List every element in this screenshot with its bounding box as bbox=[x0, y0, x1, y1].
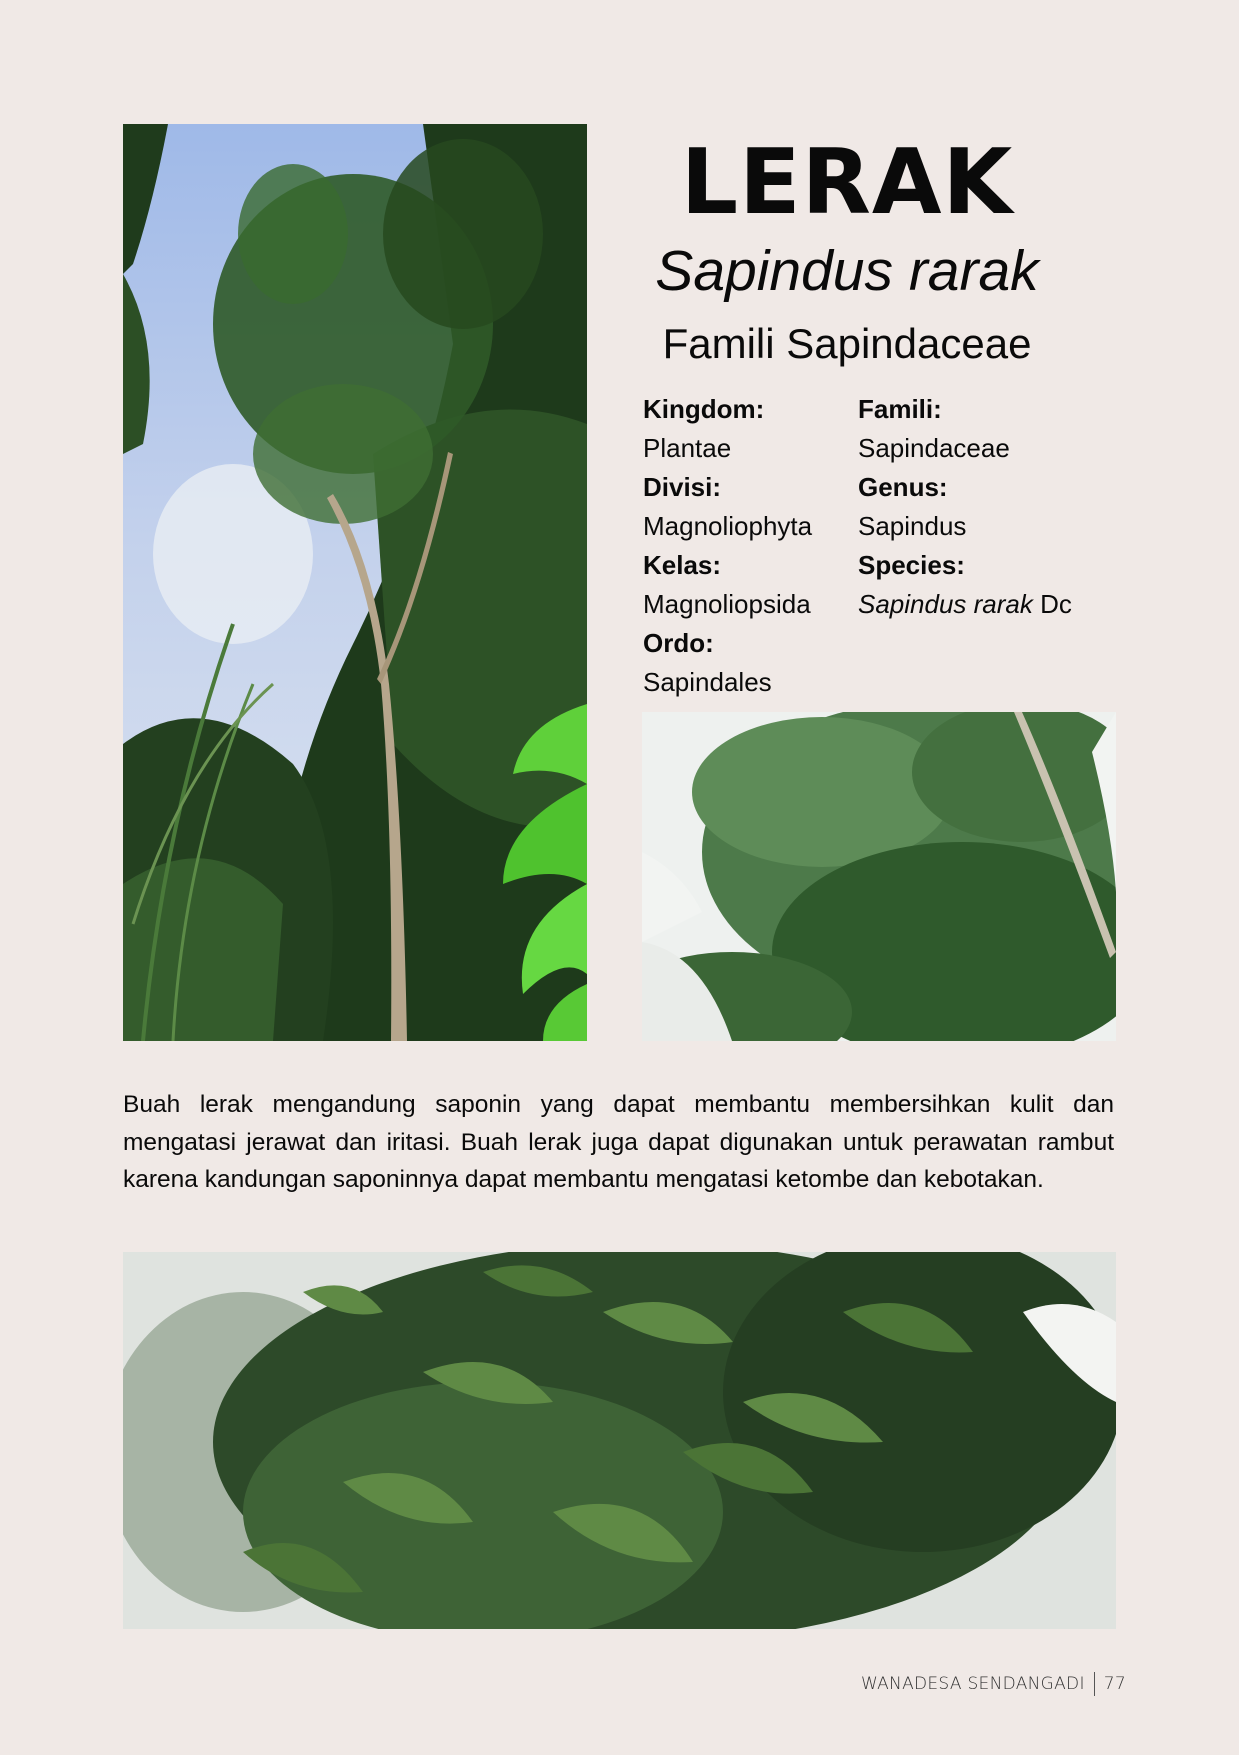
scientific-name: Sapindus rarak bbox=[655, 239, 1039, 303]
page-footer bbox=[861, 1672, 1126, 1696]
divisi-label: Divisi: bbox=[643, 472, 722, 502]
species-label: Species: bbox=[858, 550, 965, 580]
taxonomy-left-column bbox=[643, 390, 812, 702]
species-italic-name: Sapindus rarak bbox=[858, 589, 1033, 619]
ordo-label: Ordo: bbox=[643, 628, 714, 658]
kelas-label: Kelas: bbox=[643, 550, 722, 580]
footer-divider bbox=[1094, 1672, 1095, 1696]
ordo-value: Sapindales bbox=[643, 667, 772, 697]
page-number: 77 bbox=[1103, 1674, 1126, 1694]
foliage-photo bbox=[642, 712, 1116, 1041]
kelas-value: Magnoliopsida bbox=[643, 589, 811, 619]
species-author: Dc bbox=[1032, 589, 1072, 619]
species-value bbox=[858, 585, 1072, 624]
description-paragraph: Buah lerak mengandung saponin yang dapat membantu membersihkan kulit dan mengatasi jerawat dan iritasi. Buah lerak juga dapat digunakan untuk perawatan rambut karena kandungan saponinnya dapat membantu mengatasi ketombe dan kebotakan. bbox=[123, 1091, 1114, 1193]
kingdom-label: Kingdom: bbox=[643, 394, 765, 424]
famili-label: Famili: bbox=[858, 394, 942, 424]
divisi-value: Magnoliophyta bbox=[643, 511, 813, 541]
taxonomy-right-column bbox=[858, 390, 1072, 624]
genus-value: Sapindus bbox=[858, 511, 967, 541]
genus-label: Genus: bbox=[858, 472, 948, 502]
famili-value: Sapindaceae bbox=[858, 433, 1010, 463]
page-title: LERAK bbox=[680, 130, 1014, 235]
family-subtitle: Famili Sapindaceae bbox=[662, 320, 1032, 367]
publication-name: WANADESA SENDANGADI bbox=[860, 1674, 1085, 1694]
kingdom-value: Plantae bbox=[643, 433, 732, 463]
leaves-closeup-photo bbox=[123, 1252, 1116, 1629]
tree-canopy-photo bbox=[123, 124, 587, 1041]
